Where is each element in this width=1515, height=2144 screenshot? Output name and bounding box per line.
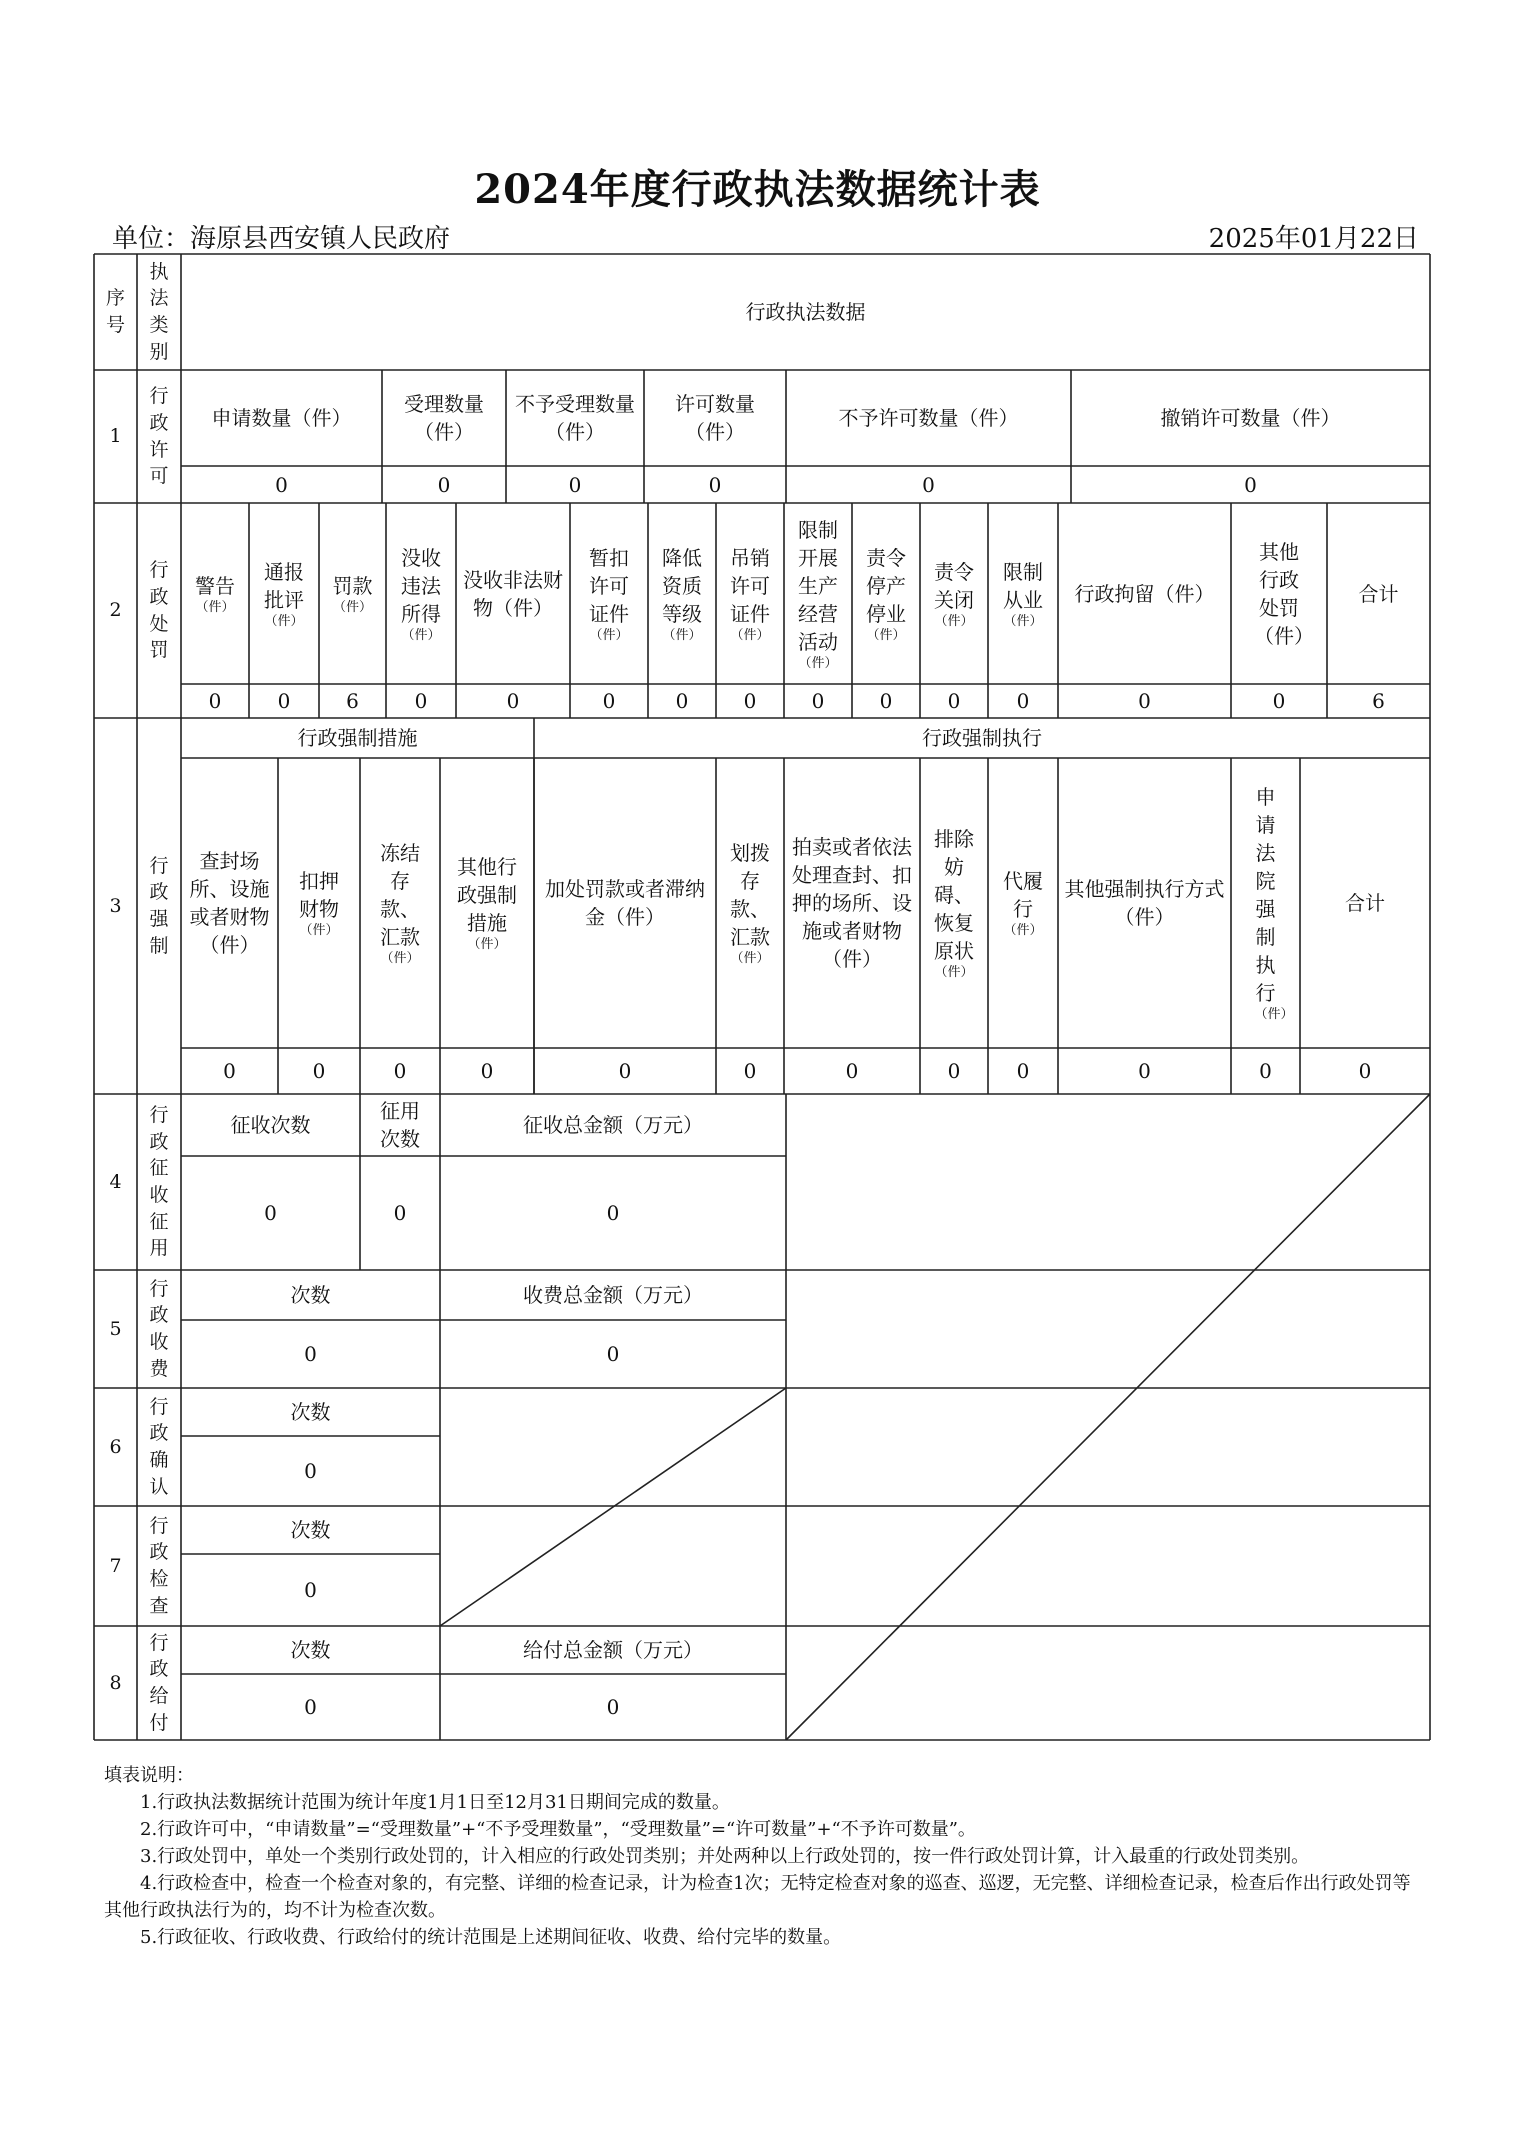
row1-value-text: 0: [275, 472, 288, 497]
row2-category: [137, 503, 181, 718]
row3-value: [784, 1048, 920, 1094]
row3-label: [278, 758, 360, 1048]
row1-value: [786, 466, 1071, 503]
row3-label: [988, 758, 1058, 1048]
row3-label-text: 排除妨碍、恢复原状: [934, 827, 974, 964]
row3-value-text: 0: [1138, 1059, 1151, 1083]
row2-category-text: 行政处罚: [149, 559, 169, 662]
note-item: 1.行政执法数据统计范围为统计年度1月1日至12月31日期间完成的数量。: [140, 1792, 730, 1813]
row1-category: [137, 370, 181, 503]
row2-value-text: 0: [1272, 689, 1286, 713]
unit-note: （件）: [934, 965, 974, 981]
row2-label: [852, 503, 920, 684]
row7-seq: [94, 1506, 137, 1626]
row3-label: [1300, 758, 1430, 1048]
row1-seq-text: 1: [109, 425, 122, 448]
row3-value: [360, 1048, 440, 1094]
row3-label-text: 其他行政强制措施: [457, 855, 517, 936]
row2-label-text: 其他行政处罚（件）: [1254, 539, 1314, 648]
row2-value: [319, 684, 386, 718]
row2-label-text: 警告: [195, 573, 235, 598]
row2-value-text: 0: [675, 689, 689, 713]
row7-label-text: 次数: [290, 1518, 331, 1542]
document-title: 2024年度行政执法数据统计表: [474, 166, 1041, 213]
row3-label: [920, 758, 988, 1048]
row8-category-text: 行政给付: [149, 1631, 169, 1734]
row3-category: [137, 718, 181, 1094]
row3-label-text: 合计: [1345, 891, 1385, 915]
row2-value-text: 0: [1138, 689, 1151, 713]
row6-value: [181, 1436, 440, 1506]
row1-label-text: 申请数量（件）: [211, 406, 352, 430]
row8-label-text: 次数: [290, 1638, 331, 1662]
row1-label: [786, 370, 1071, 466]
row2-value-text: 0: [879, 689, 893, 713]
row3-value-text: 0: [480, 1059, 494, 1083]
row3-group-measures: [181, 718, 534, 758]
row8-value: [440, 1674, 786, 1740]
row3-value-text: 0: [223, 1059, 236, 1083]
row2-label: [1231, 503, 1327, 684]
row5-label: [440, 1270, 786, 1320]
row3-label-text: 加处罚款或者滞纳金（件）: [545, 877, 705, 929]
row3-seq: [94, 718, 137, 1094]
row2-label-text: 没收违法所得: [401, 545, 441, 626]
row1-label-text: 不予受理数量（件）: [515, 392, 635, 444]
row2-value-text: 0: [506, 689, 520, 713]
row2-value-text: 0: [277, 689, 291, 713]
row8-seq-text: 8: [109, 1671, 122, 1694]
row2-value: [716, 684, 784, 718]
row4-label-text: 征用次数: [380, 1099, 420, 1151]
row2-value: [181, 684, 249, 718]
unit-note: （件）: [299, 923, 339, 939]
row5-seq: [94, 1270, 137, 1388]
row4-value: [440, 1156, 786, 1270]
unit-note: （件）: [401, 627, 441, 643]
header-category-text: 执法类别: [149, 260, 169, 363]
row5-value: [181, 1320, 440, 1388]
unit-note: （件）: [1003, 923, 1043, 939]
header-seq: [94, 254, 137, 370]
row1-value-text: 0: [922, 472, 935, 497]
unit-note: （件）: [195, 599, 235, 615]
row1-value: [181, 466, 382, 503]
row3-label-text: 冻结存款、汇款: [380, 841, 420, 950]
unit-note: （件）: [467, 937, 507, 953]
unit-note: （件）: [730, 951, 770, 967]
row3-label-text: 其他强制执行方式（件）: [1064, 877, 1225, 929]
row3-value: [1058, 1048, 1231, 1094]
row4-value: [181, 1156, 360, 1270]
row1-label-text: 许可数量（件）: [675, 392, 755, 444]
row3-label: [1058, 758, 1231, 1048]
row2-value: [1058, 684, 1231, 718]
row2-value: [648, 684, 716, 718]
row4-value-text: 0: [606, 1201, 620, 1225]
row3-value-text: 0: [845, 1059, 859, 1083]
row7-category-text: 行政检查: [149, 1514, 169, 1617]
row2-label: [249, 503, 319, 684]
row6-category: [137, 1388, 181, 1506]
fill-instructions: [104, 1762, 1419, 1951]
row7-value: [181, 1554, 440, 1626]
notes-heading: 填表说明：: [104, 1765, 194, 1786]
row2-seq-text: 2: [109, 599, 122, 622]
row2-value: [1327, 684, 1430, 718]
row2-label-text: 降低资质等级: [662, 545, 702, 626]
row2-value-text: 0: [1016, 689, 1030, 713]
row2-value: [1231, 684, 1327, 718]
row2-label-text: 通报批评: [264, 559, 304, 612]
row6-category-text: 行政确认: [149, 1395, 169, 1498]
row5-label-text: 次数: [290, 1283, 331, 1307]
row3-label: [181, 758, 278, 1048]
row3-value-text: 0: [618, 1059, 632, 1083]
row1-category-text: 行政许可: [149, 385, 169, 488]
row3-label-text: 查封场所、设施或者财物（件）: [189, 849, 270, 957]
row1-label-text: 受理数量（件）: [404, 392, 484, 444]
row5-category-text: 行政收费: [149, 1277, 169, 1380]
row3-value: [1231, 1048, 1300, 1094]
header-seq-text: 序号: [105, 287, 125, 336]
unit-note: （件）: [934, 613, 974, 629]
row3-value: [1300, 1048, 1430, 1094]
row3-value-text: 0: [947, 1059, 961, 1083]
note-item: 5.行政征收、行政收费、行政给付的统计范围是上述期间征收、收费、给付完毕的数量。: [140, 1927, 842, 1948]
row3-group-execution-text: 行政强制执行: [922, 726, 1042, 750]
row2-label: [784, 503, 852, 684]
row4-seq: [94, 1094, 137, 1270]
row6-seq: [94, 1388, 137, 1506]
row3-category-text: 行政强制: [149, 854, 169, 957]
row3-label: [1231, 758, 1300, 1048]
row3-label: [716, 758, 784, 1048]
row1-value: [1071, 466, 1430, 503]
row2-value-text: 0: [208, 689, 222, 713]
row1-value: [644, 466, 786, 503]
row2-label: [1327, 503, 1430, 684]
row1-value: [506, 466, 644, 503]
row2-value: [988, 684, 1058, 718]
row8-label-text: 给付总金额（万元）: [523, 1638, 703, 1662]
row6-value-text: 0: [304, 1459, 317, 1483]
row2-value: [386, 684, 456, 718]
unit-note: （件）: [730, 627, 770, 643]
header-category: [137, 254, 181, 370]
row4-category: [137, 1094, 181, 1270]
row1-value-text: 0: [1244, 472, 1257, 497]
row2-value-text: 0: [414, 689, 428, 713]
row2-value-text: 0: [811, 689, 825, 713]
row3-value: [988, 1048, 1058, 1094]
row2-value-text: 0: [743, 689, 757, 713]
row2-value: [570, 684, 648, 718]
row2-value-text: 6: [1372, 689, 1385, 713]
row8-category: [137, 1626, 181, 1740]
row5-label-text: 收费总金额（万元）: [523, 1283, 703, 1307]
row7-category: [137, 1506, 181, 1626]
row2-label-text: 行政拘留（件）: [1074, 581, 1215, 606]
unit-note: （件）: [264, 613, 304, 629]
row2-value: [852, 684, 920, 718]
row1-label: [1071, 370, 1430, 466]
row2-label-text: 责令关闭: [934, 559, 974, 612]
row1-label-text: 撤销许可数量（件）: [1160, 406, 1341, 430]
row6-seq-text: 6: [109, 1435, 122, 1458]
row2-label: [716, 503, 784, 684]
row2-value-text: 0: [947, 689, 961, 713]
row4-label: [360, 1094, 440, 1156]
row2-label-text: 责令停产停业: [866, 545, 906, 626]
unit-note: （件）: [1003, 613, 1043, 629]
row8-value: [181, 1674, 440, 1740]
header-main-text: 行政执法数据: [745, 300, 866, 324]
row3-value-text: 0: [393, 1059, 407, 1083]
row3-label-text: 扣押财物: [299, 869, 339, 922]
row5-value: [440, 1320, 786, 1388]
row3-value: [440, 1048, 534, 1094]
row6-label: [181, 1388, 440, 1436]
unit-note: （件）: [1254, 1007, 1294, 1023]
row2-value-text: 6: [346, 689, 359, 713]
row8-value-text: 0: [304, 1695, 317, 1719]
row4-category-text: 行政征收征用: [149, 1104, 169, 1260]
row5-category: [137, 1270, 181, 1388]
row4-value-text: 0: [393, 1201, 407, 1225]
row8-label: [440, 1626, 786, 1674]
row1-label: [644, 370, 786, 466]
row2-label-text: 没收非法财物（件）: [463, 567, 563, 620]
row2-label: [456, 503, 570, 684]
row2-label: [920, 503, 988, 684]
row2-label: [570, 503, 648, 684]
row4-label-text: 征收总金额（万元）: [523, 1113, 703, 1137]
row1-label: [382, 370, 506, 466]
row8-label: [181, 1626, 440, 1674]
row7-label: [181, 1506, 440, 1554]
row3-label: [360, 758, 440, 1048]
row3-group-measures-text: 行政强制措施: [297, 726, 418, 750]
row3-value: [716, 1048, 784, 1094]
row4-value-text: 0: [264, 1201, 277, 1225]
unit-label: 单位：海原县西安镇人民政府: [112, 224, 451, 254]
row2-label: [181, 503, 249, 684]
row3-value: [920, 1048, 988, 1094]
row3-value-text: 0: [743, 1059, 757, 1083]
unit-note: （件）: [798, 655, 838, 671]
note-item: 2.行政许可中，“申请数量”=“受理数量”+“不予受理数量”，“受理数量”=“许可数量”+“不予许可数量”。: [140, 1819, 976, 1840]
row2-label-text: 限制开展生产经营活动: [798, 517, 838, 654]
row6-label-text: 次数: [290, 1400, 331, 1424]
row4-label: [181, 1094, 360, 1156]
note-item: 4.行政检查中，检查一个检查对象的，有完整、详细的检查记录，计为检查1次；无特定检查对象的巡查、巡逻，无完整、详细检查记录，检查后作出行政处罚等其他行政执法行为的，均不计为检查次数。: [104, 1873, 1411, 1921]
row1-value-text: 0: [568, 472, 582, 497]
row1-seq: [94, 370, 137, 503]
row2-label: [319, 503, 386, 684]
row2-label-text: 合计: [1358, 581, 1399, 606]
row3-value-text: 0: [312, 1059, 326, 1083]
row2-label: [386, 503, 456, 684]
row1-value-text: 0: [437, 472, 451, 497]
row2-label-text: 限制从业: [1003, 559, 1043, 612]
row2-value: [249, 684, 319, 718]
row3-label-text: 申请法院强制执行: [1255, 785, 1276, 1006]
row4-seq-text: 4: [109, 1170, 122, 1193]
row7-value-text: 0: [304, 1578, 317, 1602]
row3-value-text: 0: [1259, 1059, 1272, 1083]
row2-seq: [94, 503, 137, 718]
unit-note: （件）: [589, 627, 629, 643]
unit-note: （件）: [662, 627, 702, 643]
row2-label: [1058, 503, 1231, 684]
row1-value-text: 0: [708, 472, 722, 497]
row3-value: [181, 1048, 278, 1094]
report-date: 2025年01月22日: [1208, 224, 1419, 254]
row5-value-text: 0: [304, 1342, 317, 1366]
row2-label-text: 吊销许可证件: [730, 545, 770, 626]
row3-group-execution: [534, 718, 1430, 758]
row3-label-text: 拍卖或者依法处理查封、扣押的场所、设施或者财物（件）: [792, 835, 912, 971]
row8-value-text: 0: [606, 1695, 620, 1719]
row3-value-text: 0: [1016, 1059, 1030, 1083]
row3-label: [784, 758, 920, 1048]
row2-value: [784, 684, 852, 718]
row2-label-text: 罚款: [332, 573, 373, 598]
row3-label-text: 划拨存款、汇款: [730, 841, 770, 950]
row1-label-text: 不予许可数量（件）: [838, 406, 1019, 430]
row3-seq-text: 3: [109, 894, 122, 917]
row2-value-text: 0: [602, 689, 616, 713]
row3-label: [534, 758, 716, 1048]
unit-note: （件）: [332, 599, 372, 615]
unit-note: （件）: [866, 627, 906, 643]
row3-label: [440, 758, 534, 1048]
row3-label-text: 代履行: [1003, 869, 1043, 922]
row3-value-text: 0: [1358, 1059, 1372, 1083]
row1-label: [506, 370, 644, 466]
row7-seq-text: 7: [109, 1554, 122, 1577]
row3-value: [278, 1048, 360, 1094]
row2-label-text: 暂扣许可证件: [589, 545, 629, 626]
row2-label: [988, 503, 1058, 684]
row4-label: [440, 1094, 786, 1156]
row2-label: [648, 503, 716, 684]
header-main: [181, 254, 1430, 370]
row8-seq: [94, 1626, 137, 1740]
row5-seq-text: 5: [109, 1317, 122, 1340]
row3-value: [534, 1048, 716, 1094]
unit-note: （件）: [380, 951, 420, 967]
row4-value: [360, 1156, 440, 1270]
row5-value-text: 0: [606, 1342, 620, 1366]
row2-value: [920, 684, 988, 718]
note-item: 3.行政处罚中，单处一个类别行政处罚的，计入相应的行政处罚类别；并处两种以上行政处罚的，按一件行政处罚计算，计入最重的行政处罚类别。: [140, 1846, 1310, 1867]
row2-value: [456, 684, 570, 718]
row1-value: [382, 466, 506, 503]
row1-label: [181, 370, 382, 466]
row5-label: [181, 1270, 440, 1320]
row4-label-text: 征收次数: [230, 1113, 311, 1137]
